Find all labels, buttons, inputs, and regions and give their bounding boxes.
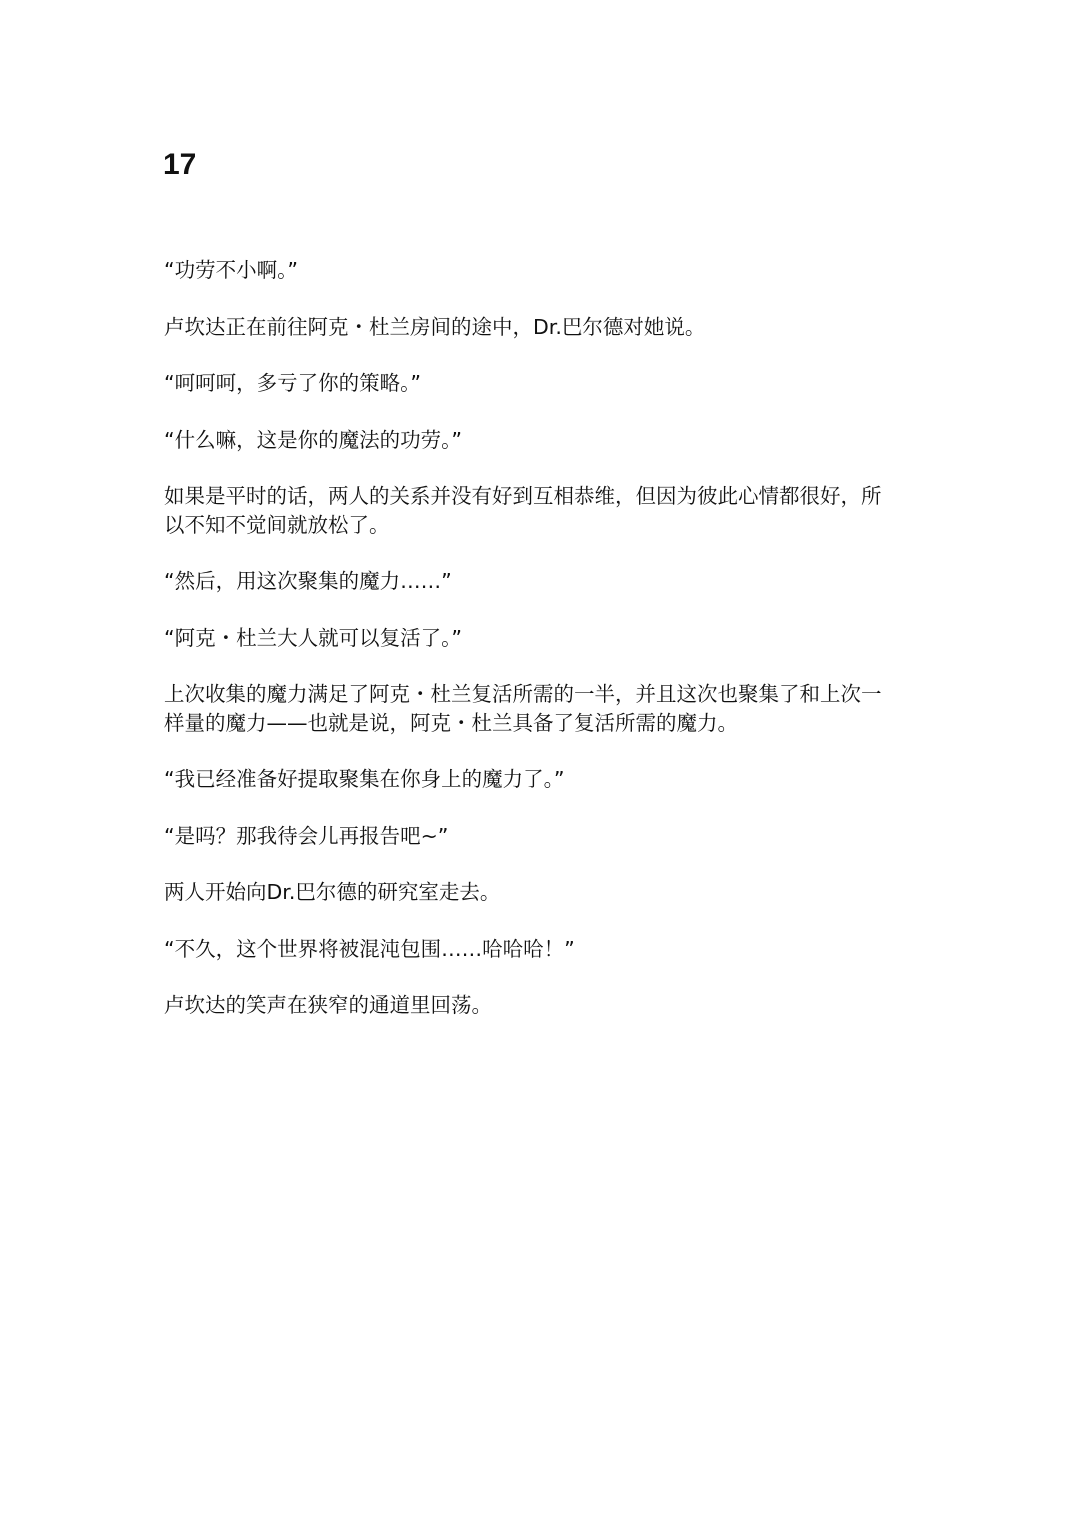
chapter-number: 17 xyxy=(163,148,197,181)
paragraph: “什么嘛，这是你的魔法的功劳。” xyxy=(164,427,462,452)
paragraph: “不久，这个世界将被混沌包围……哈哈哈！” xyxy=(164,936,575,961)
paragraph: “然后，用这次聚集的魔力……” xyxy=(164,569,452,593)
paragraph: 上次收集的魔力满足了阿克・杜兰复活所需的一半，并且这次也聚集了和上次一 样量的魔力——也就是说，阿克・杜兰具备了复活所需的魔力。 xyxy=(164,682,882,735)
paragraph: “我已经准备好提取聚集在你身上的魔力了。” xyxy=(164,767,565,791)
paragraph: 卢坎达的笑声在狭窄的通道里回荡。 xyxy=(164,993,492,1017)
paragraph: “呵呵呵，多亏了你的策略。” xyxy=(164,371,421,395)
paragraph: 卢坎达正在前往阿克・杜兰房间的途中，Dr.巴尔德对她说。 xyxy=(164,314,706,339)
paragraph: 两人开始向Dr.巴尔德的研究室走去。 xyxy=(164,880,501,904)
paragraph: 如果是平时的话，两人的关系并没有好到互相恭维，但因为彼此心情都很好，所 以不知不觉间就放松了。 xyxy=(164,484,882,537)
paragraph: “是吗？那我待会儿再报告吧~” xyxy=(164,823,449,848)
paragraph: “阿克・杜兰大人就可以复活了。” xyxy=(164,625,462,650)
paragraph: “功劳不小啊。” xyxy=(164,258,298,282)
chapter-body xyxy=(164,256,924,1048)
